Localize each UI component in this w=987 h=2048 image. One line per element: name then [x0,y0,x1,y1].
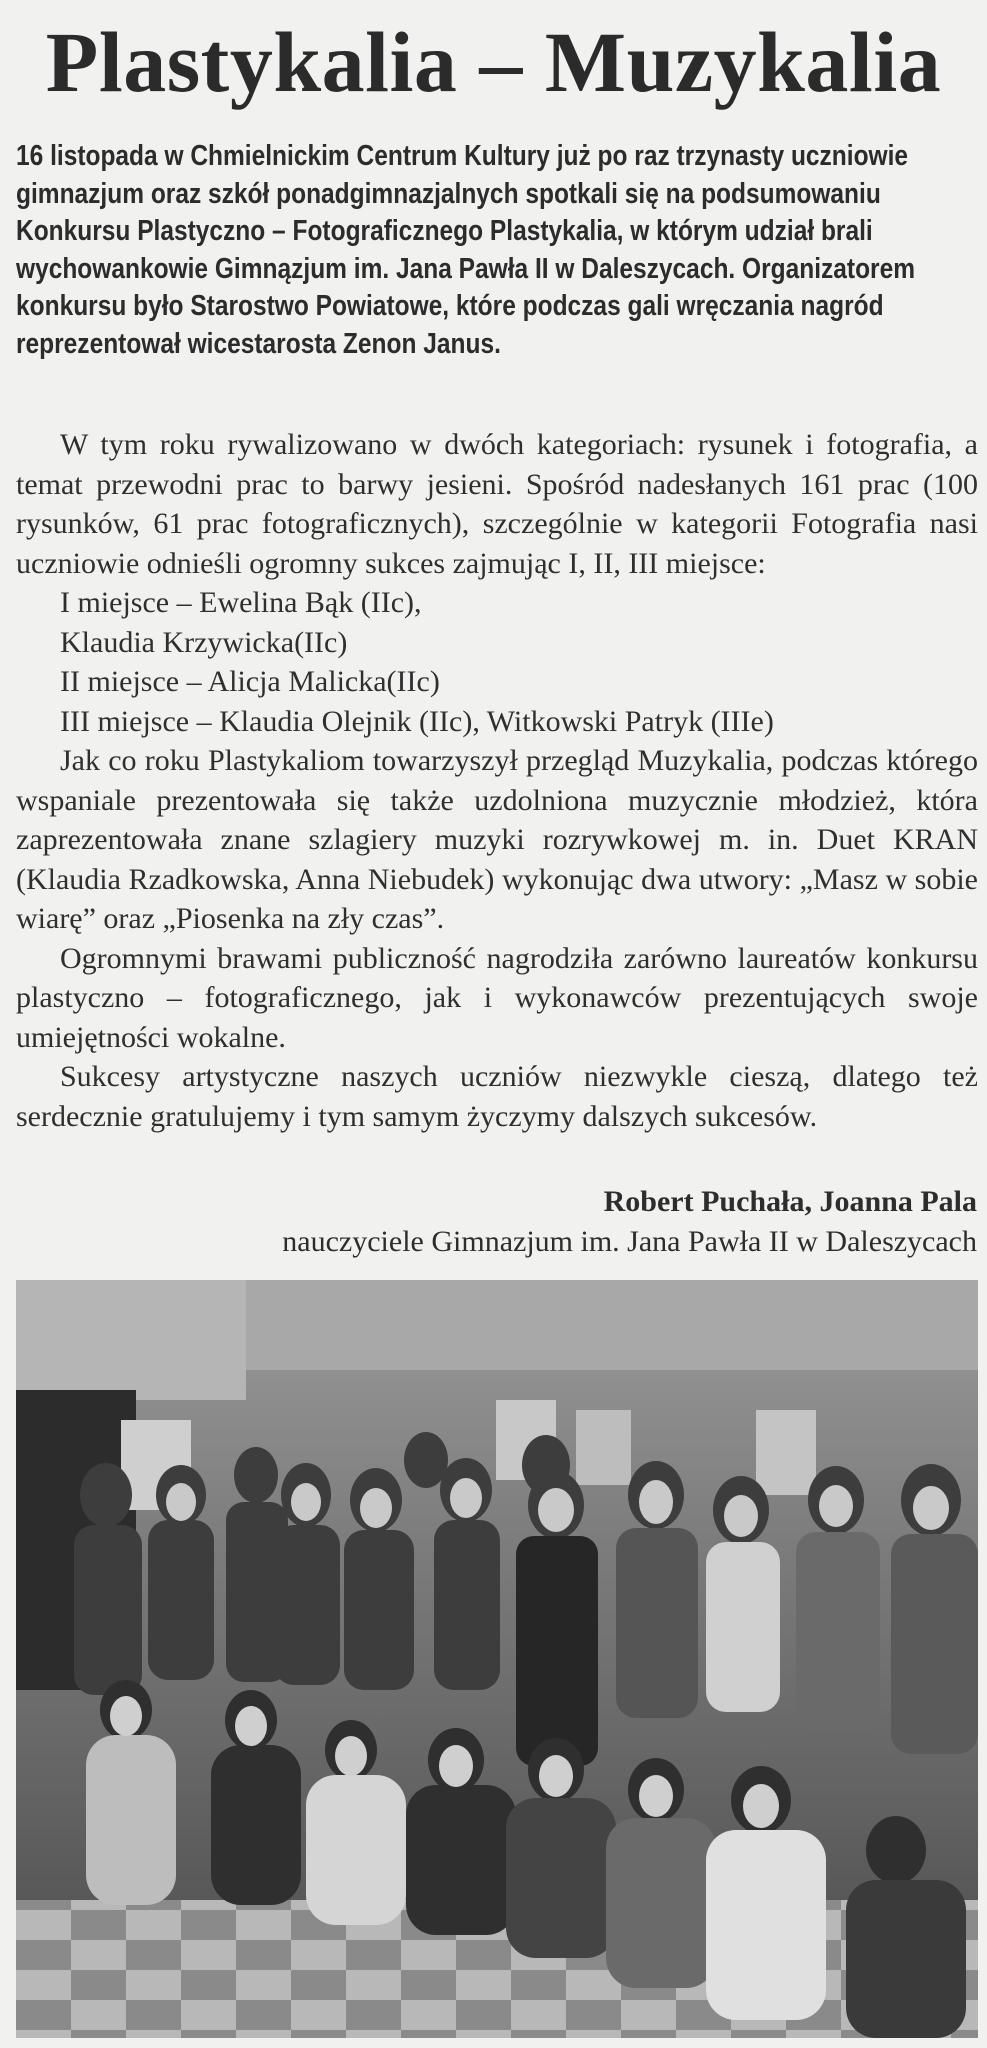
award-item-3: II miejsce – Alicja Malicka(IIc) [60,665,440,698]
signature [282,1182,977,1262]
paragraph-muzykalia: Jak co roku Plastykaliom towarzyszył przegląd Muzykalia, podczas którego wspaniale prezentowała się także uzdolniona muzycznie młodzież, która zaprezentowała znane szlagiery muzyki rozrywkowej m. in. Duet KRAN (Klaudia Rzadkowska, Anna Niebudek) wykonując dwa utwory: „Masz w sobie wiarę” oraz „Piosenka na zły czas”. [16,744,978,935]
article-title: Plastykalia – Muzykalia [45,14,942,110]
award-item-2: Klaudia Krzywicka(IIc) [60,625,348,659]
group-photo-image [16,1280,978,2038]
paragraph-congratulations: Sukcesy artystyczne naszych uczniów niezwykle cieszą, dlatego też serdecznie gratulujemy i tym samym życzymy dalszych sukcesów. [16,1060,978,1133]
article-body [16,425,978,1136]
author-role: nauczyciele Gimnazjum im. Jana Pawła II w Daleszycach [282,1225,977,1258]
paragraph-categories: W tym roku rywalizowano w dwóch kategoriach: rysunek i fotografia, a temat przewodni prac to barwy jesieni. Spośród nadesłanych 161 prac (100 rysunków, 61 prac fotograficznych), szczególnie w kategorii Fotografia nasi uczniowie odnieśli ogromny sukces zajmując I, II, III miejsce: [16,428,978,580]
article-lead: 16 listopada w Chmielnickim Centrum Kultury już po raz trzynasty uczniowie gimnazjum oraz szkół ponadgimnazjalnych spotkali się na podsumowaniu Konkursu Plastyczno – Fotograficznego Plastykalia, w którym udział brali wychowankowie Gimnązjum im. Jana Pawła II w Daleszycach. Organizatorem konkursu było Starostwo Powiatowe, które podczas gali wręczania nagród reprezentował wicestarosta Zenon Janus. [16,140,916,360]
award-item-1: I miejsce – Ewelina Bąk (IIc), [60,586,422,619]
group-photo [16,1280,978,2038]
author-names: Robert Puchała, Joanna Pala [603,1185,977,1218]
paragraph-applause: Ogromnymi brawami publiczność nagrodziła zarówno laureatów konkursu plastyczno – fotograficznego, jak i wykonawców prezentujących swoje umiejętności wokalne. [16,941,978,1054]
award-item-4: III miejsce – Klaudia Olejnik (IIc), Witkowski Patryk (IIIe) [60,704,774,738]
